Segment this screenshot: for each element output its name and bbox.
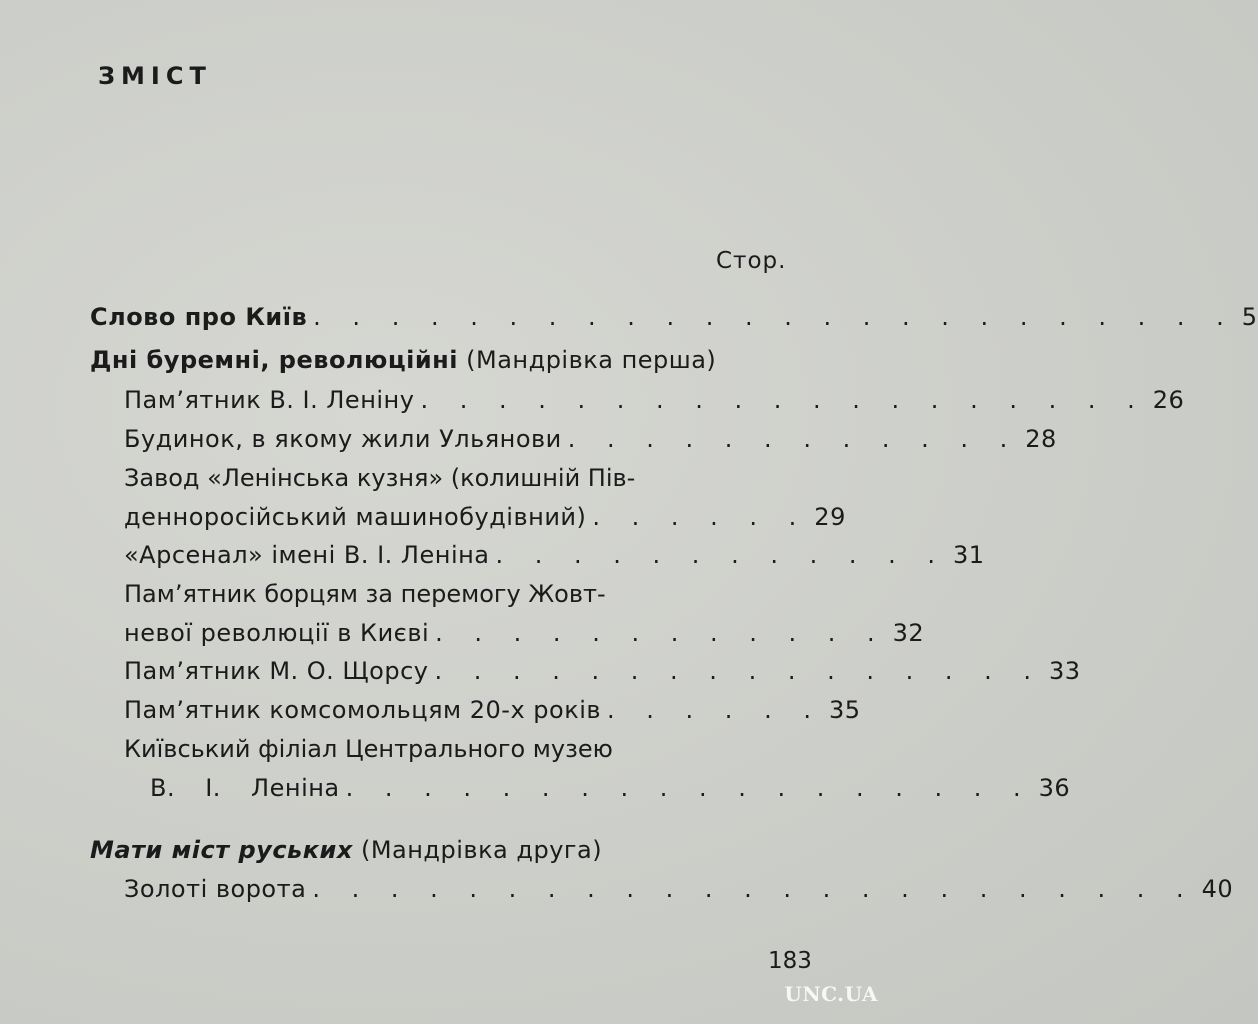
entry-line: Пам’ятник борцям за перемогу Жовт-	[124, 580, 606, 608]
entry-page: 26	[1152, 386, 1185, 414]
entry-title: невої революції в Києві	[124, 619, 430, 647]
entry-line: Київський філіал Центрального музею	[124, 735, 613, 763]
leader-dots: . . . . . .	[592, 503, 809, 531]
leader-dots: . . . . . . . . . . . .	[495, 541, 947, 569]
page-number: 183	[768, 948, 812, 974]
contents-heading: ЗМІСТ	[98, 62, 212, 90]
leader-dots: . . . . . .	[607, 696, 823, 724]
entry-page: 36	[1038, 774, 1071, 802]
entry-title: В. І. Леніна	[150, 774, 340, 802]
section-subtitle: (Мандрівка перша)	[466, 346, 717, 374]
entry-page: 33	[1049, 657, 1081, 685]
entry-page: 40	[1201, 875, 1234, 903]
pages-column-header: Стор.	[716, 248, 787, 274]
toc-entry	[124, 425, 1057, 453]
leader-dots: . . . . . . . . . . . . . . . . . . .	[420, 386, 1147, 414]
leader-dots: . . . . . . . . . . . . . . . . . .	[345, 774, 1033, 802]
toc-entry	[124, 541, 985, 569]
entry-title: деннoросійський машинобудівний)	[124, 503, 587, 531]
entry-line: Завод «Ленінська кузня» (колишній Пів-	[124, 464, 636, 492]
toc-entry	[124, 696, 861, 724]
leader-dots: . . . . . . . . . . . .	[435, 619, 887, 647]
toc-entry	[124, 657, 1081, 685]
toc-entry	[124, 619, 925, 647]
leader-dots: . . . . . . . . . . . . . . . . . . . . . . .	[312, 875, 1196, 903]
toc-entry	[90, 303, 1258, 331]
entry-page: 5	[1241, 303, 1258, 331]
toc-entry	[124, 875, 1234, 903]
section-subtitle: (Мандрівка друга)	[360, 836, 603, 864]
entry-page: 35	[828, 696, 861, 724]
entry-title: Слово про Київ	[90, 303, 308, 331]
entry-title: Пам’ятник В. І. Леніну	[124, 386, 415, 414]
entry-title: Пам’ятник комсомольцям 20-х років	[124, 696, 602, 724]
entry-title: «Арсенал» імені В. І. Леніна	[124, 541, 490, 569]
section-title: Дні буремні, революційні	[90, 346, 458, 374]
leader-dots: . . . . . . . . . . . . . . . . . . . . . . . .	[313, 303, 1236, 331]
entry-page: 28	[1025, 425, 1057, 453]
section-title: Мати міст руських	[90, 836, 353, 864]
leader-dots: . . . . . . . . . . . . . . . .	[434, 657, 1043, 685]
entry-page: 29	[814, 503, 846, 531]
entry-page: 32	[892, 619, 925, 647]
entry-title: Будинок, в якому жили Ульянови	[124, 425, 562, 453]
toc-entry	[124, 386, 1185, 414]
entry-page: 31	[952, 541, 985, 569]
entry-title: Пам’ятник М. О. Щорсу	[124, 657, 429, 685]
entry-title: Золоті ворота	[124, 875, 307, 903]
section-heading	[90, 836, 602, 864]
toc-entry	[150, 774, 1071, 802]
section-heading	[90, 346, 716, 374]
leader-dots: . . . . . . . . . . . .	[567, 425, 1020, 453]
watermark: UNC.UA	[784, 982, 878, 1006]
toc-entry	[124, 503, 846, 531]
